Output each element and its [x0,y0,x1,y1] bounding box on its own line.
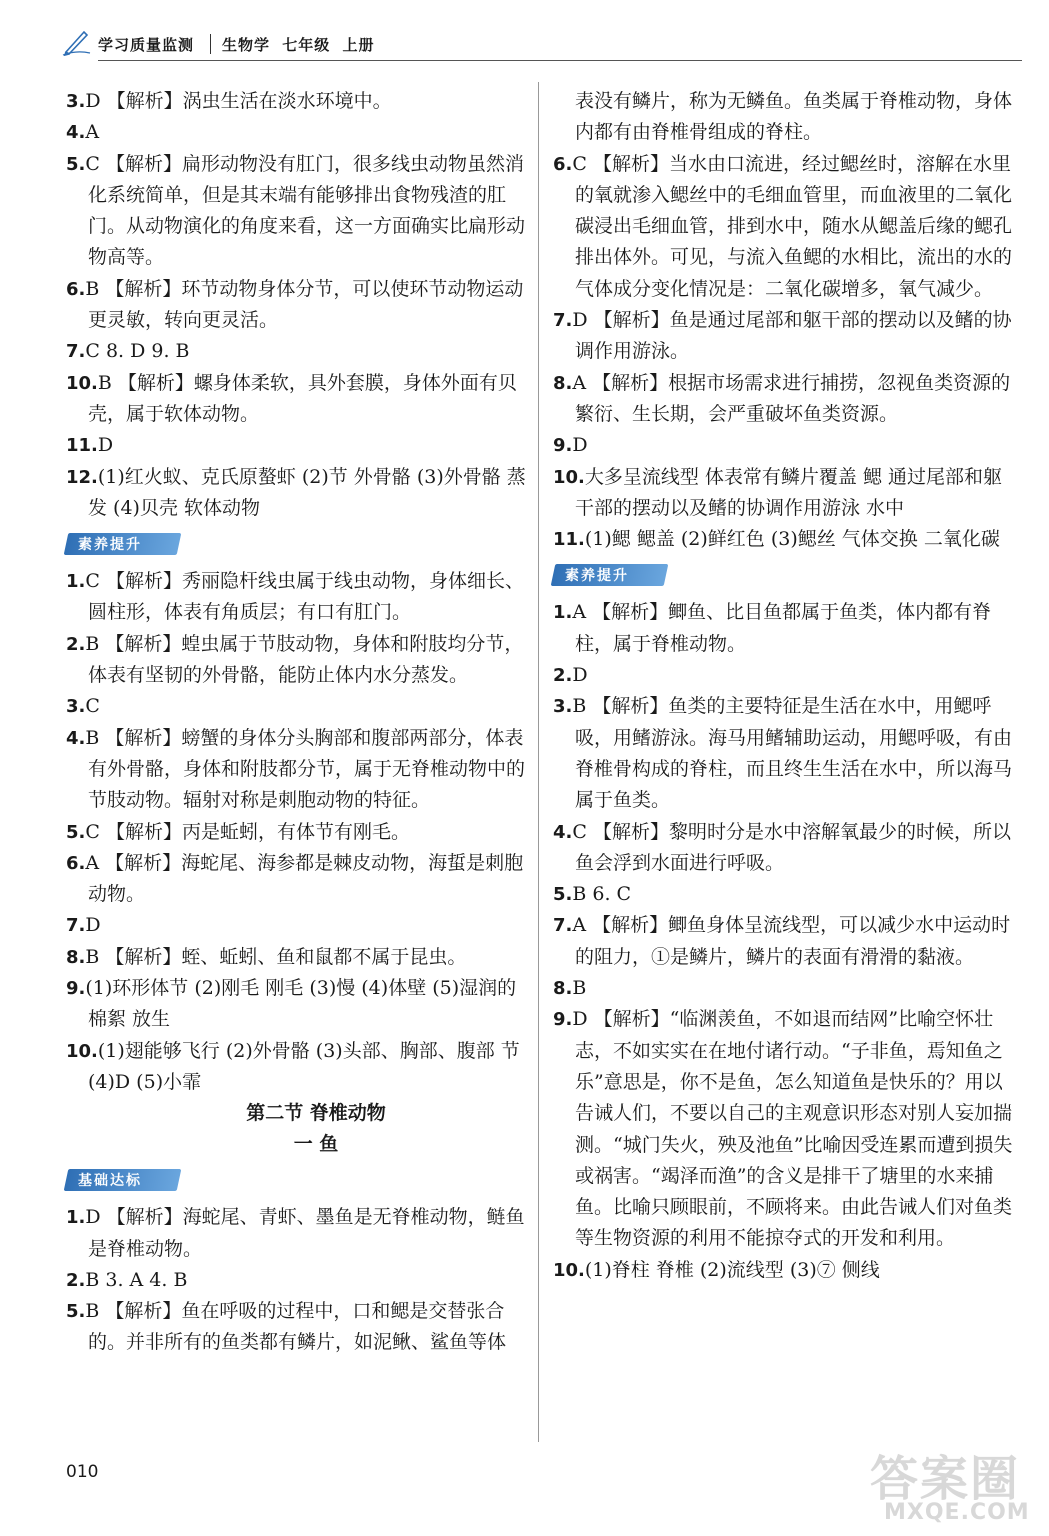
answer-number: 6. [553,153,573,175]
answer-text: D [572,434,588,457]
answer-item [553,430,1013,461]
answer-text: A 【解析】鲫鱼、比目鱼都属于鱼类，体内都有脊柱，属于脊椎动物。 [572,601,992,655]
answer-text: C 【解析】当水由口流进，经过鳃丝时，溶解在水里的氧就渗入鳃丝中的毛细血管里，而血液里的二氧化碳浸出毛细血管，排到水中，随水从鳃盖后缘的鳃孔排出体外。可见，与流入鱼鳃的水相比，流出的水的气体成分变化情况是：二氧化碳增多，氧气减少。 [572,152,1013,300]
left-column [66,86,526,1359]
answer-text: D [97,434,114,457]
answer-text: B 3. A 4. B [85,1268,188,1291]
answer-number: 5. [66,821,86,843]
answer-number: 8. [553,372,573,394]
answer-item [66,274,526,337]
answer-text: 表没有鳞片，称为无鳞鱼。鱼类属于脊椎动物，身体内都有由脊椎骨组成的脊柱。 [575,90,1013,144]
answer-number: 1. [66,1207,86,1229]
answer-text: D [572,664,588,687]
answer-item [553,817,1013,880]
answer-item [553,691,1013,816]
answer-item [66,430,526,461]
answer-text: B 【解析】环节动物身体分节，可以使环节动物运动更灵敏，转向更灵活。 [85,277,524,332]
answer-item [553,660,1013,691]
answer-text: (1)翅能够飞行 (2)外骨骼 (3)头部、胸部、腹部 节 (4)D (5)小霏 [88,1039,520,1093]
answer-text: (1)鳃 鳃盖 (2)鲜红色 (3)鳃丝 气体交换 二氧化碳 [584,528,1000,551]
answer-number: 10. [553,1259,585,1281]
watermark-logo [862,1440,1032,1530]
answer-number: 2. [553,665,573,687]
answer-number: 3. [66,91,86,112]
answer-text: B 【解析】螺身体柔软，具外套膜，身体外面有贝壳，属于软体动物。 [88,371,517,425]
answer-text: B 6. C [572,883,632,906]
answer-number: 6. [66,278,86,300]
answer-text: A [85,121,100,144]
answer-text: B 【解析】鱼在呼吸的过程中，口和鳃是交替张合的。并非所有的鱼类都有鳞片，如泥鳅、鲨鱼等体 [85,1300,507,1354]
answer-number: 1. [66,571,86,593]
answer-item [66,117,526,148]
answer-text: (1)环形体节 (2)刚毛 刚毛 (3)慢 (4)体壁 (5)湿润的棉絮 放生 [85,977,517,1031]
answer-text: A 【解析】海蛇尾、海参都是棘皮动物，海蜇是刺胞动物。 [85,851,524,906]
answer-item [66,973,526,1036]
page-number: 010 [66,1462,99,1482]
answer-item [553,1004,1013,1254]
answer-number: 7. [553,915,573,937]
answer-item [66,462,526,525]
answer-item [553,1255,1013,1286]
answer-text: D 【解析】海蛇尾、青虾、墨鱼是无脊椎动物，鲢鱼是脊椎动物。 [85,1206,525,1260]
answer-text: (1)脊柱 脊椎 (2)流线型 (3)⑦ 侧线 [584,1258,880,1281]
book-title: 学习质量监测 [98,36,195,54]
answer-text: C 【解析】丙是蚯蚓，有体节有刚毛。 [85,820,410,843]
header-rule [98,60,1022,61]
answer-item [66,566,526,629]
answer-text: D [85,914,101,937]
answer-item [553,524,1013,555]
answer-item [66,1265,526,1296]
answer-item [66,368,526,431]
answer-number: 5. [66,153,86,175]
answer-item [553,973,1013,1004]
section-heading: 一 鱼 [293,1133,339,1156]
answer-number: 7. [66,341,86,363]
section-tag [66,533,179,555]
answer-item [66,910,526,941]
answer-number: 5. [66,1301,86,1323]
answer-text: A 【解析】鲫鱼身体呈流线型，可以减少水中运动时的阻力，①是鳞片，鳞片的表面有滑滑的黏液。 [572,914,1011,968]
book-subject: 生物学 七年级 上册 [222,36,375,54]
answer-text: B 【解析】鱼类的主要特征是生活在水中，用鳃呼吸，用鳍游泳。海马用鳍辅助运动，用鳃呼吸，有由脊椎骨构成的脊柱，而且终生生活在水中，所以海马属于鱼类。 [572,695,1013,812]
answer-text: C 【解析】扁形动物没有肛门，很多线虫动物虽然消化系统简单，但是其末端有能够排出食物残渣的肛门。从动物演化的角度来看，这一方面确实比扁形动物高等。 [85,152,526,269]
answer-number: 10. [553,466,585,488]
answer-item [553,149,1013,305]
answer-item [66,942,526,973]
pen-icon [62,26,92,56]
answer-number: 7. [553,310,573,332]
answer-item [553,368,1013,431]
answer-number: 8. [66,946,86,968]
section-tag-label: 素养提升 [565,568,629,585]
section-tag [553,564,666,586]
answer-number: 2. [66,633,86,655]
answer-item [66,1296,526,1359]
answer-number: 7. [66,915,86,937]
answer-number: 3. [553,696,573,718]
answer-number: 9. [66,978,86,1000]
answer-item [553,910,1013,973]
answer-item [66,1202,526,1265]
answer-item [66,86,526,117]
answer-item [66,629,526,692]
answer-text: C 【解析】秀丽隐杆线虫属于线虫动物，身体细长、圆柱形，体表有角质层；有口有肛门。 [85,570,524,624]
answer-number: 3. [66,696,86,718]
answer-item [553,597,1013,660]
answer-text: B 【解析】螃蟹的身体分头胸部和腹部两部分，体表有外骨骼，身体和附肢都分节，属于无脊椎动物中的节肢动物。辐射对称是刺胞动物的特征。 [85,726,526,812]
answer-item [66,1036,526,1099]
answer-continuation [553,86,1013,149]
answer-text: B [572,977,587,1000]
answer-number: 11. [553,529,585,551]
answer-number: 10. [66,1040,98,1062]
answer-item [66,691,526,722]
answer-number: 10. [66,372,98,394]
answer-number: 1. [553,602,573,624]
section-tag-label: 基础达标 [78,1173,142,1190]
answer-number: 9. [553,435,573,457]
answer-number: 11. [66,435,98,457]
section-heading: 第二节 脊椎动物 [246,1102,386,1125]
answer-item [66,723,526,817]
answer-text: A 【解析】根据市场需求进行捕捞，忽视鱼类资源的繁衍、生长期，会严重破坏鱼类资源。 [572,371,1011,425]
section-tag [66,1169,179,1191]
answer-number: 4. [66,727,86,749]
answer-number: 9. [553,1009,573,1031]
answer-text: D 【解析】“临渊羡鱼，不如退而结网”比喻空怀壮志，不如实实在在地付诸行动。“子非鱼，焉知鱼之乐”意思是，你不是鱼，怎么知道鱼是快乐的？用以告诫人们，不要以自己的主观意识形态对别人妄加揣测。“城门失火，殃及池鱼”比喻因受连累而遭到损失或祸害。“竭泽而渔”的含义是排干了塘里的水来捕鱼。比喻只顾眼前，不顾将来。由此告诫人们对鱼类等生物资源的利用不能掠夺式的开发和利用。 [572,1008,1013,1250]
answer-text: D 【解析】涡虫生活在淡水环境中。 [85,90,392,112]
answer-text: (1)红火蚁、克氏原螯虾 (2)节 外骨骼 (3)外骨骼 蒸发 (4)贝壳 软体动物 [88,465,526,519]
page-header [62,26,1022,66]
answer-text: C 8. D 9. B [85,340,190,363]
answer-number: 12. [66,466,98,488]
answer-item [553,879,1013,910]
answer-item [553,305,1013,368]
answer-number: 4. [553,821,573,843]
answer-text: C [85,695,100,718]
header-separator [210,34,211,54]
answer-text: C 【解析】黎明时分是水中溶解氧最少的时候，所以鱼会浮到水面进行呼吸。 [572,820,1011,874]
answer-number: 2. [66,1269,86,1291]
answer-number: 8. [553,978,573,1000]
answer-number: 4. [66,122,86,144]
answer-text: 大多呈流线型 体表常有鳞片覆盖 鳃 通过尾部和躯干部的摆动以及鳍的协调作用游泳 水中 [575,465,1003,519]
answer-item [66,336,526,367]
section-tag-label: 素养提升 [78,537,142,554]
watermark-text: 答案圈 [870,1451,1021,1507]
right-column [553,86,1013,1286]
watermark-url: MXQE.COM [884,1500,1030,1525]
column-divider [538,82,539,1442]
answer-item [66,848,526,911]
answer-item [66,149,526,274]
answer-text: B 【解析】蝗虫属于节肢动物，身体和附肢均分节，体表有坚韧的外骨骼，能防止体内水分蒸发。 [85,632,524,687]
answer-text: B 【解析】蛭、蚯蚓、鱼和鼠都不属于昆虫。 [85,945,467,968]
answer-number: 5. [553,884,573,906]
answer-item [66,817,526,848]
answer-number: 6. [66,852,86,874]
answer-item [553,462,1013,525]
answer-text: D 【解析】鱼是通过尾部和躯干部的摆动以及鳍的协调作用游泳。 [572,309,1012,363]
